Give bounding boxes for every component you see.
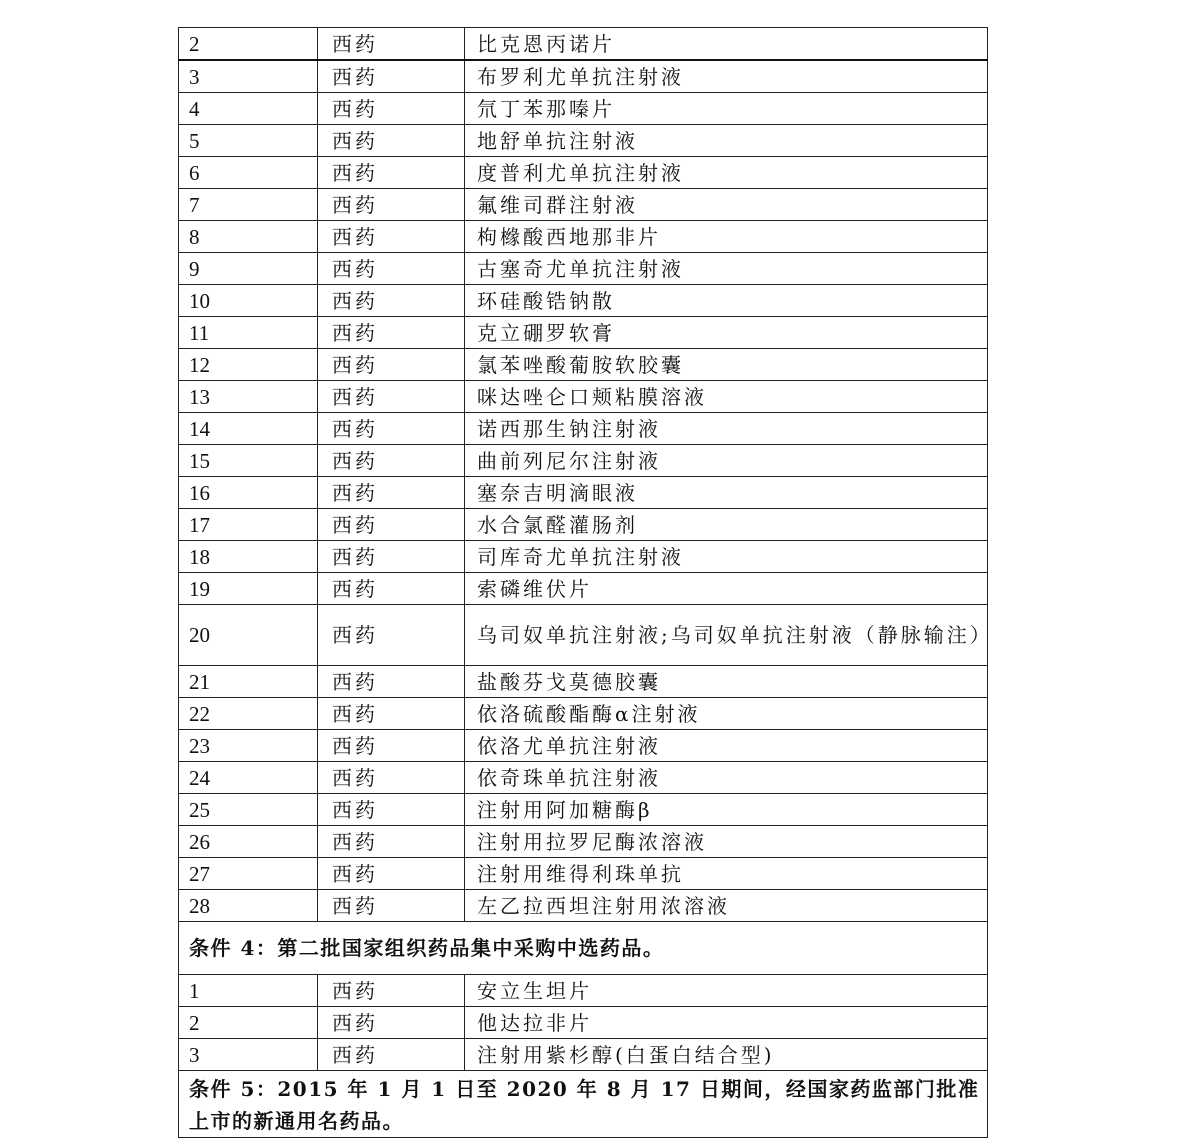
drug-name: 注射用维得利珠单抗 [465,858,988,890]
drug-number: 17 [179,509,318,541]
drug-number: 23 [179,730,318,762]
drug-number: 4 [179,93,318,125]
table-row [179,730,988,762]
drug-name: 左乙拉西坦注射用浓溶液 [465,890,988,922]
table-row [179,573,988,605]
condition4-heading: 条件 4：第二批国家组织药品集中采购中选药品。 [179,922,988,975]
drug-number: 18 [179,541,318,573]
drug-name: 克立硼罗软膏 [465,317,988,349]
drug-name: 塞奈吉明滴眼液 [465,477,988,509]
drug-name: 依奇珠单抗注射液 [465,762,988,794]
drug-category: 西药 [318,253,465,285]
drug-category: 西药 [318,666,465,698]
drug-name: 依洛硫酸酯酶α注射液 [465,698,988,730]
table-row [179,858,988,890]
table-row [179,253,988,285]
drug-name: 地舒单抗注射液 [465,125,988,157]
table-row [179,509,988,541]
drug-name: 依洛尤单抗注射液 [465,730,988,762]
drug-number: 2 [179,1007,318,1039]
drug-name: 咪达唑仑口颊粘膜溶液 [465,381,988,413]
drug-name: 古塞奇尤单抗注射液 [465,253,988,285]
drug-name: 布罗利尤单抗注射液 [465,60,988,93]
drug-name: 注射用紫杉醇(白蛋白结合型) [465,1039,988,1071]
condition-row [179,922,988,975]
drug-category: 西药 [318,221,465,253]
drug-category: 西药 [318,285,465,317]
drug-name: 曲前列尼尔注射液 [465,445,988,477]
drug-category: 西药 [318,1039,465,1071]
drug-list-table [178,27,993,1138]
drug-name: 司库奇尤单抗注射液 [465,541,988,573]
table-row [179,1039,988,1071]
drug-category: 西药 [318,477,465,509]
drug-name: 他达拉非片 [465,1007,988,1039]
drug-number: 27 [179,858,318,890]
table-row [179,221,988,253]
drug-number: 15 [179,445,318,477]
drug-number: 10 [179,285,318,317]
drug-category: 西药 [318,445,465,477]
drug-category: 西药 [318,413,465,445]
drug-category: 西药 [318,890,465,922]
table-row [179,605,988,666]
drug-number: 7 [179,189,318,221]
drug-name: 度普利尤单抗注射液 [465,157,988,189]
drug-category: 西药 [318,541,465,573]
drug-category: 西药 [318,573,465,605]
drug-category: 西药 [318,605,465,666]
drug-name: 索磷维伏片 [465,573,988,605]
drug-number: 12 [179,349,318,381]
drug-number: 3 [179,60,318,93]
table-row [179,285,988,317]
table-row [179,445,988,477]
table-row [179,890,988,922]
drug-name: 氘丁苯那嗪片 [465,93,988,125]
drug-name: 乌司奴单抗注射液;乌司奴单抗注射液（静脉输注） [465,605,988,666]
drug-number: 20 [179,605,318,666]
drug-number: 8 [179,221,318,253]
drug-category: 西药 [318,157,465,189]
drug-category: 西药 [318,317,465,349]
table-row [179,541,988,573]
drug-category: 西药 [318,93,465,125]
drug-name: 水合氯醛灌肠剂 [465,509,988,541]
table-row [179,762,988,794]
drug-category: 西药 [318,975,465,1007]
drug-category: 西药 [318,125,465,157]
drug-number: 3 [179,1039,318,1071]
drug-number: 1 [179,975,318,1007]
drug-name: 氯苯唑酸葡胺软胶囊 [465,349,988,381]
drug-name: 比克恩丙诺片 [465,28,988,61]
table-row [179,826,988,858]
drug-number: 26 [179,826,318,858]
table-row [179,349,988,381]
table-row [179,157,988,189]
condition-row [179,1071,988,1138]
table-row [179,794,988,826]
drug-number: 19 [179,573,318,605]
drug-name: 氟维司群注射液 [465,189,988,221]
drug-number: 13 [179,381,318,413]
table-row [179,381,988,413]
drug-number: 21 [179,666,318,698]
table-row [179,666,988,698]
drug-number: 24 [179,762,318,794]
drug-name: 盐酸芬戈莫德胶囊 [465,666,988,698]
drug-number: 25 [179,794,318,826]
table-row [179,189,988,221]
drug-number: 11 [179,317,318,349]
drug-name: 注射用阿加糖酶β [465,794,988,826]
drug-category: 西药 [318,730,465,762]
table-row [179,698,988,730]
drug-category: 西药 [318,762,465,794]
table-row [179,975,988,1007]
drug-name: 诺西那生钠注射液 [465,413,988,445]
drug-category: 西药 [318,381,465,413]
drug-number: 2 [179,28,318,61]
drug-category: 西药 [318,28,465,61]
condition5-heading: 条件 5：2015 年 1 月 1 日至 2020 年 8 月 17 日期间，经国家药监部门批准上市的新通用名药品。 [179,1071,988,1138]
drug-number: 14 [179,413,318,445]
drug-name: 安立生坦片 [465,975,988,1007]
drug-name: 环硅酸锆钠散 [465,285,988,317]
drug-name: 枸橼酸西地那非片 [465,221,988,253]
drug-number: 6 [179,157,318,189]
drug-number: 9 [179,253,318,285]
drug-category: 西药 [318,509,465,541]
drug-number: 28 [179,890,318,922]
drug-list-body [179,28,993,1138]
table-row [179,317,988,349]
drug-number: 5 [179,125,318,157]
table-row [179,477,988,509]
drug-category: 西药 [318,1007,465,1039]
table-row [179,125,988,157]
table-row [179,413,988,445]
drug-category: 西药 [318,60,465,93]
table-row [179,93,988,125]
table-row [179,1007,988,1039]
table-row [179,60,988,93]
drug-number: 16 [179,477,318,509]
drug-category: 西药 [318,698,465,730]
drug-category: 西药 [318,826,465,858]
drug-category: 西药 [318,858,465,890]
drug-category: 西药 [318,189,465,221]
drug-category: 西药 [318,794,465,826]
drug-number: 22 [179,698,318,730]
drug-category: 西药 [318,349,465,381]
table-row [179,28,988,61]
drug-name: 注射用拉罗尼酶浓溶液 [465,826,988,858]
